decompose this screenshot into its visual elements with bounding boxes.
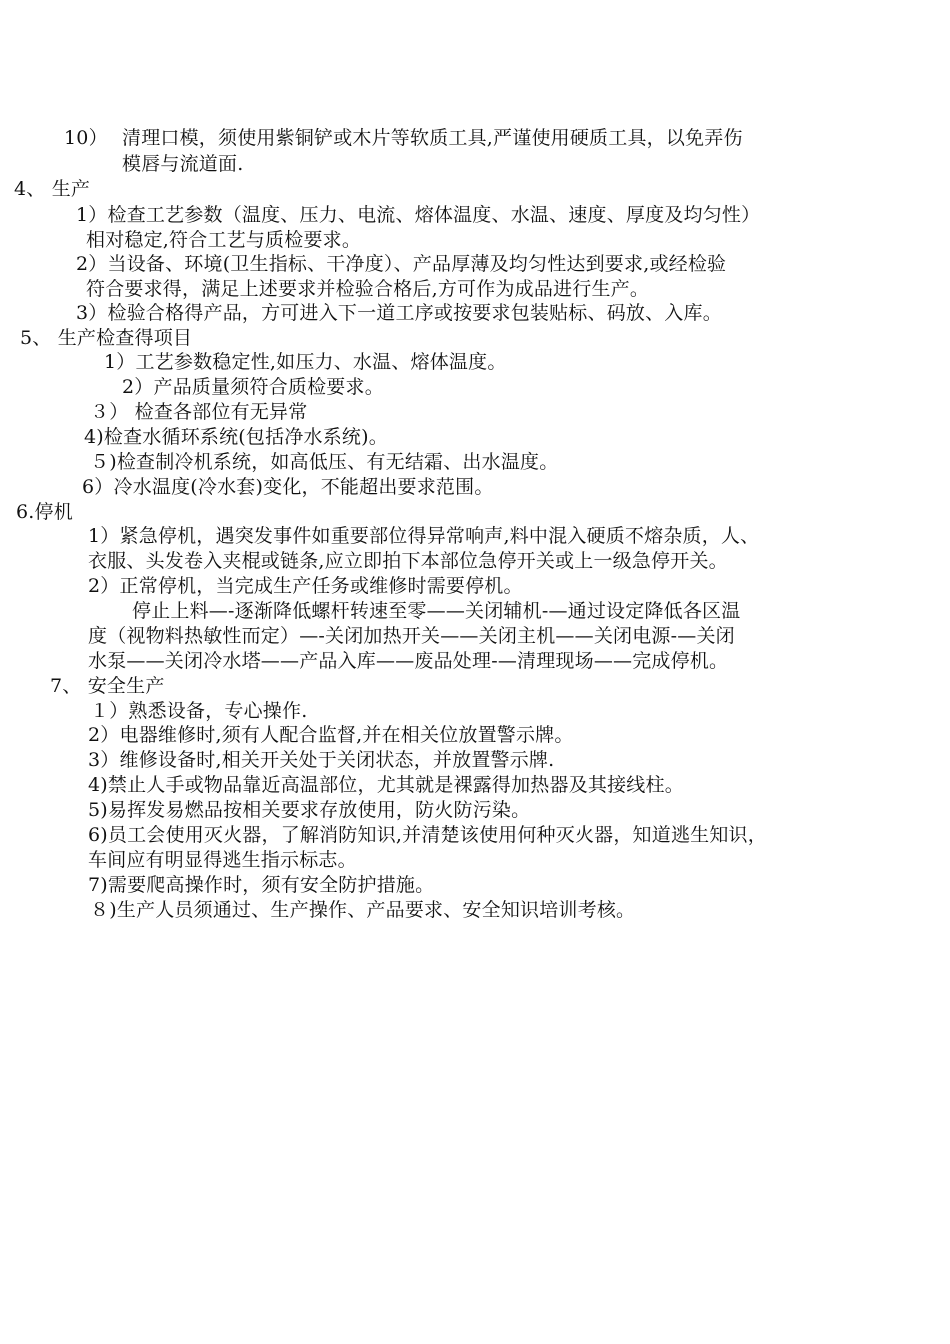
section-7-item-7: 7)需要爬高操作时，须有安全防护措施。 — [88, 874, 435, 896]
section-6-procedure-line-3: 水泵——关闭冷水塔——产品入库——废品处理-—清理现场——完成停机。 — [88, 650, 729, 672]
section-6-item-1-line-2: 衣服、头发卷入夹棍或链条,应立即拍下本部位急停开关或上一级急停开关。 — [88, 550, 728, 572]
section-7-item-8: ８)生产人员须通过、生产操作、产品要求、安全知识培训考核。 — [90, 899, 636, 921]
section-7-item-2: 2）电器维修时,须有人配合监督,并在相关位放置警示牌。 — [88, 724, 574, 746]
section-7-item-6-line-2: 车间应有明显得逃生指示标志。 — [88, 849, 357, 871]
section-6-procedure-line-1: 停止上料—-逐渐降低螺杆转速至零——关闭辅机-—通过设定降低各区温 — [132, 600, 741, 622]
section-5-item-4: 4)检查水循环系统(包括净水系统)。 — [84, 426, 388, 448]
section-7-item-1: １）熟悉设备，专心操作. — [90, 700, 308, 722]
section-6-item-2: 2）正常停机，当完成生产任务或维修时需要停机。 — [88, 575, 523, 597]
item-10-text-line-1: 清理口模，须使用紫铜铲或木片等软质工具,严谨使用硬质工具，以免弄伤 — [122, 127, 743, 149]
section-4-heading: 4、 生产 — [14, 178, 91, 200]
section-5-item-2: 2）产品质量须符合质检要求。 — [122, 376, 384, 398]
item-10-text-line-2: 模唇与流道面. — [122, 153, 244, 175]
section-4-item-2-line-2: 符合要求得，满足上述要求并检验合格后,方可作为成品进行生产。 — [86, 278, 650, 300]
section-7-item-3: 3）维修设备时,相关开关处于关闭状态，并放置警示牌. — [88, 749, 555, 771]
section-5-item-3: ３） 检查各部位有无异常 — [90, 401, 308, 423]
section-5-item-5: ５)检查制冷机系统，如高低压、有无结霜、出水温度。 — [90, 451, 559, 473]
section-5-item-1: 1）工艺参数稳定性,如压力、水温、熔体温度。 — [104, 351, 507, 373]
section-6-item-1-line-1: 1）紧急停机，遇突发事件如重要部位得异常响声,料中混入硬质不熔杂质，人、 — [88, 525, 760, 547]
section-4-item-1-line-2: 相对稳定,符合工艺与质检要求。 — [86, 229, 362, 251]
section-7-item-4: 4)禁止人手或物品靠近高温部位，尤其就是裸露得加热器及其接线柱。 — [88, 774, 684, 796]
item-10-number: 10） — [64, 127, 108, 149]
section-4-item-2-line-1: 2）当设备、环境(卫生指标、干净度）、产品厚薄及均匀性达到要求,或经检验 — [76, 253, 727, 275]
section-5-heading: 5、 生产检查得项目 — [20, 327, 193, 349]
section-4-item-3: 3）检验合格得产品，方可进入下一道工序或按要求包装贴标、码放、入库。 — [76, 302, 722, 324]
section-6-procedure-line-2: 度（视物料热敏性而定）—-关闭加热开关——关闭主机——关闭电源-—关闭 — [88, 625, 735, 647]
section-7-heading: 7、 安全生产 — [50, 675, 165, 697]
section-6-heading: 6.停机 — [16, 501, 73, 523]
section-7-item-5: 5)易挥发易燃品按相关要求存放使用，防火防污染。 — [88, 799, 531, 821]
section-7-item-6-line-1: 6)员工会使用灭火器，了解消防知识,并清楚该使用何种灭火器，知道逃生知识， — [88, 824, 767, 846]
section-5-item-6: 6）冷水温度(冷水套)变化，不能超出要求范围。 — [82, 476, 494, 498]
section-4-item-1-line-1: 1）检查工艺参数（温度、压力、电流、熔体温度、水温、速度、厚度及均匀性） — [76, 204, 761, 226]
